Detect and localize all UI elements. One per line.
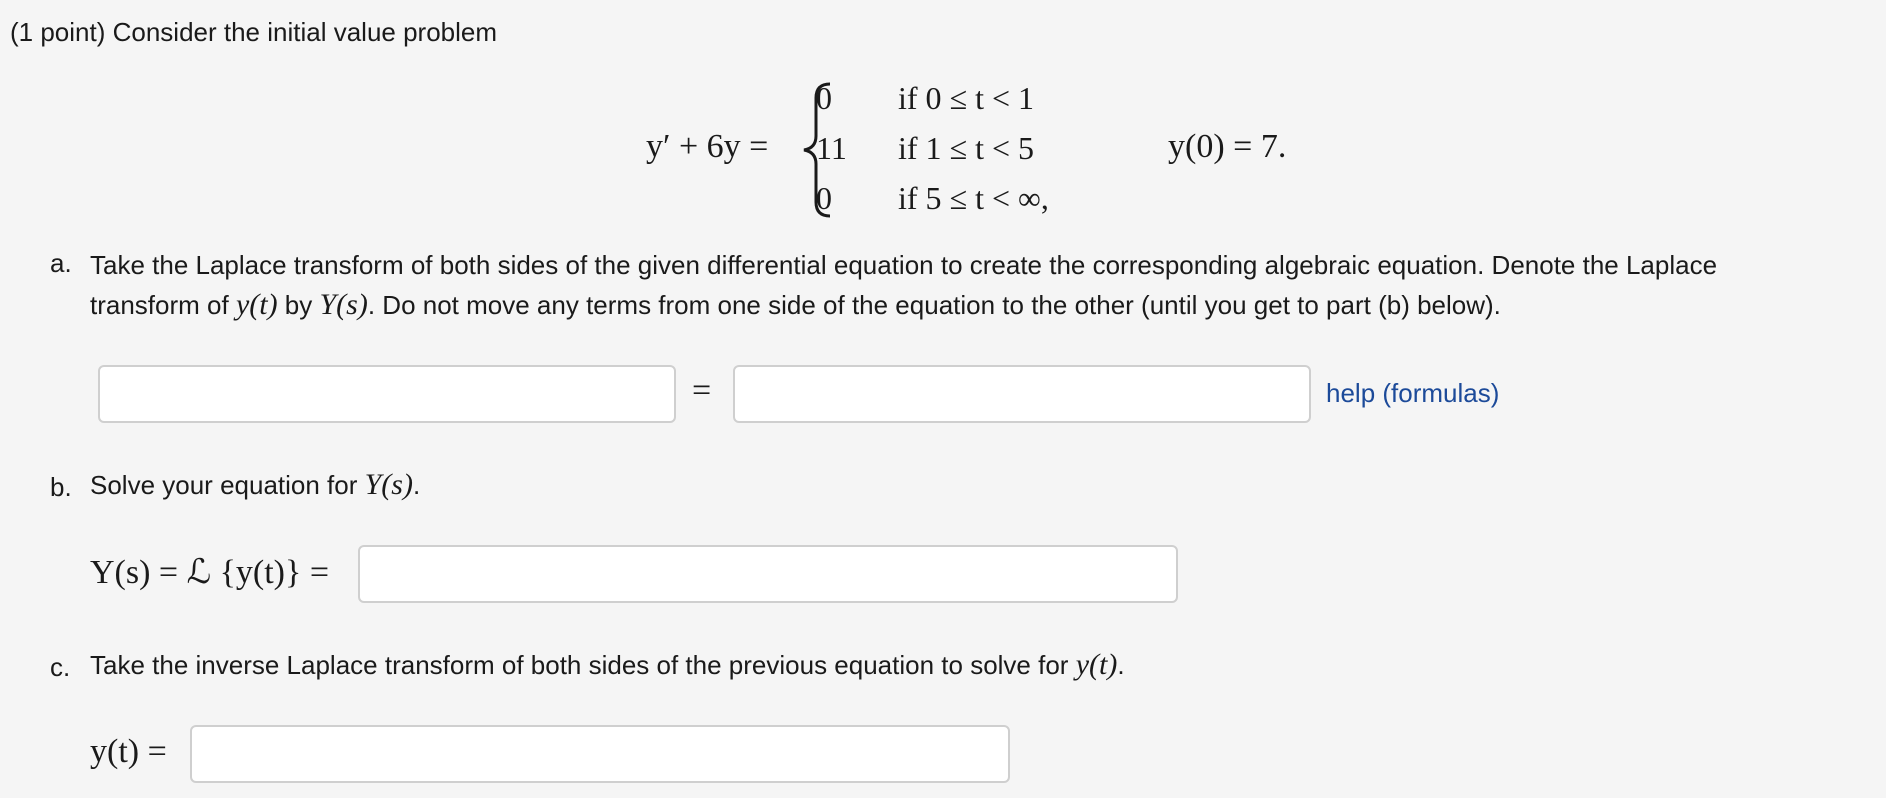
help-formulas-link[interactable]: help (formulas)	[1326, 378, 1500, 408]
capital-y-of-s-symbol: Y(s)	[364, 468, 413, 501]
y-of-t-symbol: y(t)	[235, 288, 278, 321]
part-b-text	[90, 465, 420, 505]
case-condition-1: if 0 ≤ t < 1	[898, 80, 1035, 116]
y-of-t-answer-label: y(t) =	[90, 733, 167, 770]
equation-lhs: y′ + 6y =	[646, 128, 769, 165]
problem-intro: (1 point) Consider the initial value problem	[10, 17, 498, 47]
part-a-text-line-2	[90, 285, 1501, 325]
y-of-s-answer-label: Y(s) = ℒ {y(t)} =	[90, 554, 329, 591]
case-condition-2: if 1 ≤ t < 5	[898, 130, 1035, 166]
part-a-label: a.	[50, 248, 72, 278]
part-a-text-segment: transform of	[90, 290, 236, 320]
part-c-text-segment: Take the inverse Laplace transform of both sides of the previous equation to solve for	[90, 650, 1076, 680]
part-a-text-line-1: Take the Laplace transform of both sides of the given differential equation to create the corresponding algebraic equation. Denote the Laplace	[90, 250, 1718, 280]
part-b-label: b.	[50, 472, 72, 502]
part-c-label: c.	[50, 652, 71, 682]
case-value-3: 0	[816, 180, 832, 216]
laplace-lhs-input[interactable]	[98, 365, 676, 423]
laplace-rhs-input[interactable]	[733, 365, 1311, 423]
case-value-1: 0	[816, 80, 832, 116]
part-c-text	[90, 645, 1125, 685]
y-of-t-input[interactable]	[190, 725, 1010, 783]
part-a-text-segment: by	[277, 290, 320, 320]
initial-condition: y(0) = 7.	[1168, 128, 1287, 165]
part-b-text-segment: Solve your equation for	[90, 470, 365, 500]
capital-y-of-s-symbol: Y(s)	[319, 288, 368, 321]
part-c-text-segment: .	[1117, 650, 1125, 680]
case-condition-3: if 5 ≤ t < ∞,	[898, 180, 1049, 216]
y-of-s-input[interactable]	[358, 545, 1178, 603]
y-of-t-symbol: y(t)	[1075, 648, 1118, 681]
equals-sign: =	[692, 372, 712, 409]
part-b-text-segment: .	[412, 470, 421, 500]
part-a-text-segment: . Do not move any terms from one side of the equation to the other (until you get to part (b) below).	[367, 290, 1501, 320]
case-value-2: 11	[816, 130, 847, 166]
